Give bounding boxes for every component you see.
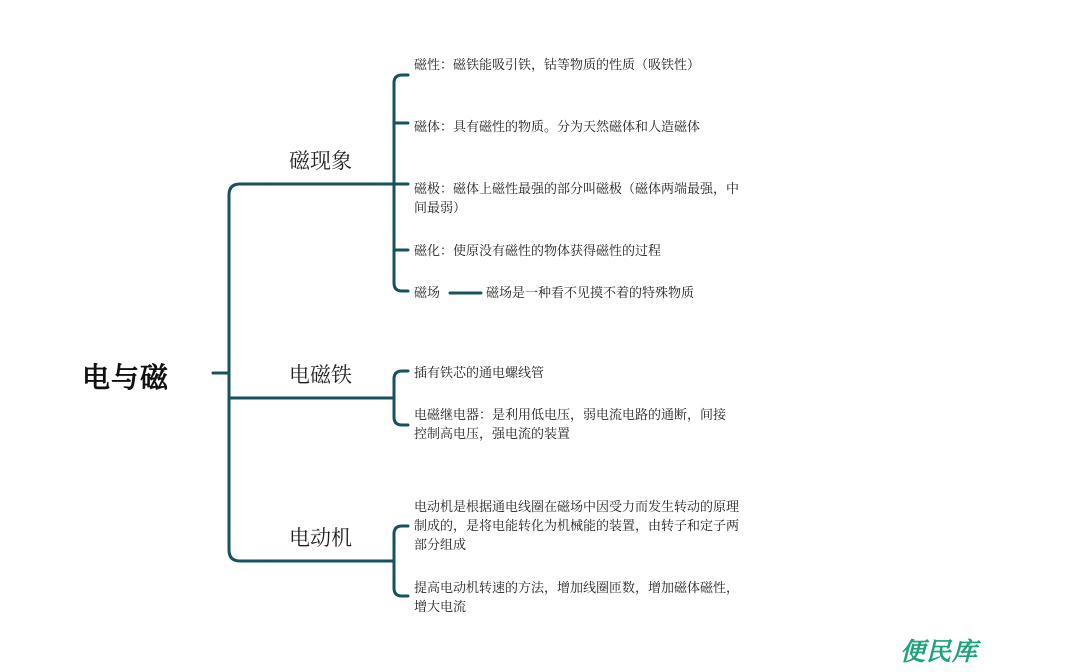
leaf-cichang-desc: 磁场是一种看不见摸不着的特殊物质 bbox=[486, 286, 695, 301]
leaf-tigao-zhuansu: 提高电动机转速的方法，增加线圈匝数，增加磁体磁性，增大电流 bbox=[414, 581, 740, 615]
leaf-citi: 磁体：具有磁性的物质。分为天然磁体和人造磁体 bbox=[414, 120, 701, 135]
leaf-jidianqi: 电磁继电器：是利用低电压，弱电流电路的通断，间接控制高电压，强电流的装置 bbox=[414, 408, 727, 442]
branch-cixianxiang: 磁现象 bbox=[289, 149, 352, 173]
leaf-ciji: 磁极：磁体上磁性最强的部分叫磁极（磁体两端最强，中间最弱） bbox=[414, 182, 740, 216]
leaf-cichang: 磁场 bbox=[414, 286, 441, 301]
leaf-diandongji-yuanli: 电动机是根据通电线圈在磁场中因受力而发生转动的原理制成的，是将电能转化为机械能的装置，由转子和定子两部分组成 bbox=[414, 500, 740, 553]
branch-diancitie: 电磁铁 bbox=[289, 363, 352, 387]
leaf-cixing: 磁性：磁铁能吸引铁，钴等物质的性质（吸铁性） bbox=[414, 58, 701, 73]
bracket-diancitie bbox=[394, 371, 408, 425]
leaf-cihua: 磁化：使原没有磁性的物体获得磁性的过程 bbox=[414, 244, 662, 259]
bracket-diandongji bbox=[394, 526, 408, 596]
watermark-logo: 便民库 bbox=[900, 637, 979, 666]
branch-diandongji: 电动机 bbox=[289, 526, 352, 550]
main-bracket bbox=[229, 184, 268, 561]
leaf-chayou: 插有铁芯的通电螺线管 bbox=[414, 366, 545, 381]
root-topic: 电与磁 bbox=[82, 361, 170, 394]
